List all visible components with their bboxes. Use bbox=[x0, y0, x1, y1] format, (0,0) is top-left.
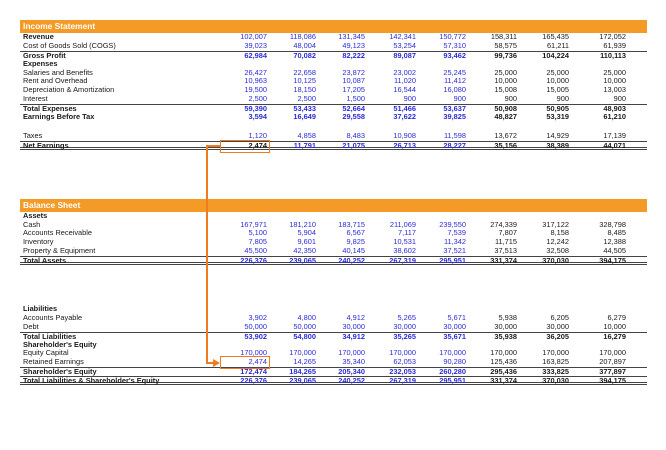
bs-cell: 267,319 bbox=[389, 376, 416, 386]
bs-row bbox=[20, 332, 647, 341]
bs-cell: 317,122 bbox=[542, 219, 569, 229]
bs-cell: 295,951 bbox=[439, 256, 466, 266]
bs-cell: 37,521 bbox=[443, 246, 466, 256]
bs-cell: 5,100 bbox=[248, 228, 267, 238]
is-cell: 15,008 bbox=[494, 85, 517, 95]
is-cell: 131,345 bbox=[338, 32, 365, 41]
bs-row-label: Liabilities bbox=[23, 304, 58, 314]
is-cell: 10,963 bbox=[244, 76, 267, 86]
bs-row-label: Shareholder's Equity bbox=[23, 367, 97, 377]
is-cell: 10,125 bbox=[293, 76, 316, 86]
bs-cell: 5,265 bbox=[397, 312, 416, 322]
is-cell: 16,544 bbox=[393, 85, 416, 95]
bs-cell: 211,069 bbox=[389, 219, 416, 229]
is-cell: 53,433 bbox=[293, 104, 316, 114]
bs-cell: 239,550 bbox=[439, 219, 466, 229]
is-cell: 21,075 bbox=[342, 140, 365, 150]
bs-cell: 170,000 bbox=[338, 348, 365, 358]
bs-cell: 207,897 bbox=[599, 357, 626, 367]
bs-cell: 181,210 bbox=[289, 219, 316, 229]
is-cell: 3,594 bbox=[248, 112, 267, 122]
bs-cell: 5,671 bbox=[447, 312, 466, 322]
bs-cell: 30,000 bbox=[546, 321, 569, 331]
bs-cell: 260,280 bbox=[439, 367, 466, 377]
bs-cell: 30,000 bbox=[443, 321, 466, 331]
bs-cell: 35,671 bbox=[443, 331, 466, 341]
is-cell: 39,023 bbox=[244, 40, 267, 50]
is-cell: 110,113 bbox=[600, 50, 626, 60]
is-cell: 900 bbox=[504, 94, 517, 104]
bs-row-label: Assets bbox=[23, 210, 48, 220]
bs-row-label: Total Liabilities & Shareholder's Equity bbox=[23, 376, 160, 386]
is-cell: 26,427 bbox=[244, 67, 267, 77]
bs-row-label: Cash bbox=[23, 219, 41, 229]
bs-cell: 170,000 bbox=[389, 348, 416, 358]
bs-cell: 205,340 bbox=[338, 367, 365, 377]
is-cell: 11,020 bbox=[393, 76, 416, 86]
bs-cell: 6,279 bbox=[607, 312, 626, 322]
balance-sheet-header: Balance Sheet bbox=[20, 199, 647, 212]
bs-cell: 377,897 bbox=[599, 367, 626, 377]
bs-cell: 30,000 bbox=[393, 321, 416, 331]
is-cell: 2,474 bbox=[248, 140, 267, 150]
bs-row-label: Inventory bbox=[23, 237, 54, 247]
is-cell: 50,908 bbox=[494, 104, 517, 114]
is-cell: 82,222 bbox=[342, 50, 365, 60]
bs-cell: 35,938 bbox=[494, 331, 517, 341]
is-cell: 51,466 bbox=[393, 104, 416, 114]
balance-sheet-rows bbox=[20, 212, 647, 385]
is-row bbox=[20, 51, 647, 60]
bs-cell: 7,539 bbox=[447, 228, 466, 238]
is-cell: 89,087 bbox=[393, 50, 416, 60]
bs-cell: 32,508 bbox=[546, 246, 569, 256]
bs-cell: 295,951 bbox=[439, 376, 466, 386]
bs-cell: 267,319 bbox=[389, 256, 416, 266]
is-cell: 39,825 bbox=[443, 112, 466, 122]
is-cell: 10,908 bbox=[393, 130, 416, 140]
bs-cell: 42,350 bbox=[293, 246, 316, 256]
is-row bbox=[20, 113, 647, 122]
bs-cell: 394,175 bbox=[599, 376, 626, 386]
bs-cell: 170,000 bbox=[439, 348, 466, 358]
bs-cell: 30,000 bbox=[342, 321, 365, 331]
bs-cell: 6,205 bbox=[550, 312, 569, 322]
is-cell: 172,052 bbox=[599, 32, 626, 41]
bs-cell: 184,265 bbox=[289, 367, 316, 377]
bs-cell: 4,800 bbox=[297, 312, 316, 322]
bs-cell: 7,807 bbox=[498, 228, 517, 238]
bs-cell: 170,000 bbox=[542, 348, 569, 358]
is-cell: 22,658 bbox=[293, 67, 316, 77]
is-cell: 93,462 bbox=[443, 50, 466, 60]
bs-cell: 331,374 bbox=[490, 376, 517, 386]
bs-cell: 7,805 bbox=[248, 237, 267, 247]
section-gap bbox=[20, 150, 647, 199]
bs-row bbox=[20, 323, 647, 332]
is-row bbox=[20, 95, 647, 104]
bs-cell: 125,436 bbox=[490, 357, 517, 367]
is-cell: 900 bbox=[556, 94, 569, 104]
is-cell: 165,435 bbox=[542, 32, 569, 41]
is-cell: 15,005 bbox=[546, 85, 569, 95]
bs-row-label: Accounts Receivable bbox=[23, 228, 93, 238]
bs-cell: 38,602 bbox=[393, 246, 416, 256]
bs-cell: 170,000 bbox=[490, 348, 517, 358]
bs-cell: 274,339 bbox=[490, 219, 517, 229]
is-cell: 62,984 bbox=[244, 50, 267, 60]
is-cell: 13,672 bbox=[494, 130, 517, 140]
is-cell: 900 bbox=[613, 94, 626, 104]
is-cell: 900 bbox=[453, 94, 466, 104]
bs-cell: 167,971 bbox=[240, 219, 267, 229]
bs-cell: 239,065 bbox=[289, 376, 316, 386]
bs-cell: 2,474 bbox=[248, 357, 267, 367]
bs-row-label: Total Assets bbox=[23, 256, 67, 266]
is-row bbox=[20, 132, 647, 141]
bs-cell: 328,798 bbox=[599, 219, 626, 229]
income-statement-header: Income Statement bbox=[20, 20, 647, 33]
income-statement-rows bbox=[20, 33, 647, 150]
is-row-label: Net Earnings bbox=[23, 140, 69, 150]
bs-cell: 10,531 bbox=[393, 237, 416, 247]
is-cell: 104,224 bbox=[542, 50, 569, 60]
is-cell: 59,390 bbox=[244, 104, 267, 114]
is-cell: 23,002 bbox=[393, 67, 416, 77]
is-cell: 26,713 bbox=[393, 140, 416, 150]
is-cell: 118,086 bbox=[289, 32, 316, 41]
is-cell: 8,483 bbox=[346, 130, 365, 140]
bs-cell: 34,912 bbox=[342, 331, 365, 341]
is-row-label: Interest bbox=[23, 94, 48, 104]
bs-cell: 37,513 bbox=[494, 246, 517, 256]
bs-cell: 7,117 bbox=[398, 228, 416, 238]
bs-cell: 333,825 bbox=[542, 367, 569, 377]
bs-cell: 172,474 bbox=[240, 367, 267, 377]
bs-cell: 232,053 bbox=[389, 367, 416, 377]
bs-cell: 12,242 bbox=[546, 237, 569, 247]
is-cell: 4,858 bbox=[297, 130, 316, 140]
is-cell: 11,791 bbox=[293, 140, 316, 150]
bs-cell: 331,374 bbox=[490, 256, 517, 266]
is-cell: 10,000 bbox=[546, 76, 569, 86]
is-cell: 1,500 bbox=[346, 94, 365, 104]
is-cell: 2,500 bbox=[248, 94, 267, 104]
bs-cell: 45,500 bbox=[244, 246, 267, 256]
is-row-label: Depreciation & Amortization bbox=[23, 85, 115, 95]
is-cell: 1,120 bbox=[248, 130, 267, 140]
is-cell: 10,000 bbox=[603, 76, 626, 86]
bs-row bbox=[20, 247, 647, 256]
bs-cell: 35,265 bbox=[393, 331, 416, 341]
bs-row-label: Total Liabilities bbox=[23, 331, 77, 341]
is-row-label: Cost of Goods Sold (COGS) bbox=[23, 40, 116, 50]
is-cell: 16,080 bbox=[443, 85, 466, 95]
is-row-label: Total Expenses bbox=[23, 104, 77, 114]
is-cell: 61,939 bbox=[603, 40, 626, 50]
is-cell: 13,003 bbox=[603, 85, 626, 95]
is-cell: 29,558 bbox=[342, 112, 365, 122]
is-cell: 23,872 bbox=[342, 67, 365, 77]
is-cell: 158,311 bbox=[490, 32, 517, 41]
is-cell: 17,139 bbox=[603, 130, 626, 140]
row-spacer bbox=[20, 265, 647, 305]
is-cell: 10,087 bbox=[342, 76, 365, 86]
bs-cell: 226,376 bbox=[240, 256, 267, 266]
bs-cell: 30,000 bbox=[494, 321, 517, 331]
bs-row-label: Property & Equipment bbox=[23, 246, 96, 256]
bs-cell: 12,388 bbox=[603, 237, 626, 247]
is-cell: 18,150 bbox=[293, 85, 316, 95]
bs-cell: 370,030 bbox=[542, 376, 569, 386]
is-cell: 14,929 bbox=[546, 130, 569, 140]
bs-cell: 3,902 bbox=[248, 312, 267, 322]
is-cell: 10,000 bbox=[494, 76, 517, 86]
bs-row-label: Debt bbox=[23, 321, 39, 331]
is-row bbox=[20, 86, 647, 95]
is-cell: 11,412 bbox=[443, 76, 466, 86]
is-cell: 58,575 bbox=[494, 40, 517, 50]
bs-cell: 36,205 bbox=[546, 331, 569, 341]
bs-row bbox=[20, 376, 647, 385]
bs-cell: 44,505 bbox=[603, 246, 626, 256]
is-row-label: Expenses bbox=[23, 58, 58, 68]
bs-cell: 62,053 bbox=[393, 357, 416, 367]
is-row-label: Revenue bbox=[23, 32, 54, 41]
is-cell: 900 bbox=[403, 94, 416, 104]
bs-cell: 183,715 bbox=[338, 219, 365, 229]
is-row-label: Rent and Overhead bbox=[23, 76, 88, 86]
is-cell: 57,310 bbox=[443, 40, 466, 50]
bs-cell: 239,065 bbox=[289, 256, 316, 266]
is-row bbox=[20, 42, 647, 51]
bs-cell: 170,000 bbox=[240, 348, 267, 358]
bs-cell: 53,902 bbox=[244, 331, 267, 341]
bs-cell: 16,279 bbox=[603, 331, 626, 341]
bs-row-label: Equity Capital bbox=[23, 348, 69, 358]
bs-cell: 9,825 bbox=[346, 237, 365, 247]
bs-cell: 240,252 bbox=[338, 376, 365, 386]
is-cell: 25,000 bbox=[603, 67, 626, 77]
is-cell: 70,082 bbox=[293, 50, 316, 60]
is-cell: 28,227 bbox=[443, 140, 466, 150]
is-cell: 49,123 bbox=[342, 40, 365, 50]
bs-cell: 50,000 bbox=[244, 321, 267, 331]
is-row-label: Salaries and Benefits bbox=[23, 67, 93, 77]
bs-cell: 54,800 bbox=[293, 331, 316, 341]
is-cell: 38,389 bbox=[546, 140, 569, 150]
bs-cell: 240,252 bbox=[338, 256, 365, 266]
is-cell: 37,622 bbox=[393, 112, 416, 122]
bs-cell: 10,000 bbox=[603, 321, 626, 331]
is-row-label: Earnings Before Tax bbox=[23, 112, 95, 122]
bs-cell: 14,265 bbox=[293, 357, 316, 367]
arrow-head-icon bbox=[213, 359, 220, 367]
is-cell: 2,500 bbox=[297, 94, 316, 104]
bs-cell: 35,340 bbox=[342, 357, 365, 367]
bs-cell: 8,158 bbox=[550, 228, 569, 238]
is-cell: 50,905 bbox=[546, 104, 569, 114]
bs-row bbox=[20, 367, 647, 376]
bs-cell: 170,000 bbox=[289, 348, 316, 358]
is-cell: 11,598 bbox=[443, 130, 466, 140]
is-cell: 142,341 bbox=[389, 32, 416, 41]
is-cell: 53,254 bbox=[393, 40, 416, 50]
is-cell: 17,205 bbox=[342, 85, 365, 95]
bs-row bbox=[20, 256, 647, 265]
is-cell: 53,319 bbox=[546, 112, 569, 122]
bs-cell: 295,436 bbox=[490, 367, 517, 377]
bs-cell: 9,601 bbox=[297, 237, 316, 247]
bs-cell: 226,376 bbox=[240, 376, 267, 386]
bs-cell: 40,145 bbox=[342, 246, 365, 256]
bs-cell: 5,904 bbox=[297, 228, 316, 238]
bs-cell: 163,825 bbox=[542, 357, 569, 367]
bs-cell: 6,567 bbox=[346, 228, 365, 238]
is-cell: 99,736 bbox=[494, 50, 517, 60]
is-cell: 25,245 bbox=[443, 67, 466, 77]
bs-cell: 5,938 bbox=[498, 312, 517, 322]
financial-statement-sheet bbox=[20, 20, 647, 385]
bs-row bbox=[20, 358, 647, 367]
is-cell: 61,210 bbox=[603, 112, 626, 122]
is-row bbox=[20, 141, 647, 150]
is-cell: 52,664 bbox=[342, 104, 365, 114]
is-cell: 19,500 bbox=[244, 85, 267, 95]
bs-row-label: Retained Earnings bbox=[23, 357, 84, 367]
bs-cell: 11,715 bbox=[494, 237, 517, 247]
is-cell: 16,649 bbox=[293, 112, 316, 122]
is-cell: 25,000 bbox=[494, 67, 517, 77]
bs-row-label: Accounts Payable bbox=[23, 312, 83, 322]
bs-cell: 90,280 bbox=[443, 357, 466, 367]
is-cell: 61,211 bbox=[546, 40, 569, 50]
bs-row-label: Shareholder's Equity bbox=[23, 339, 97, 349]
is-row-label: Gross Profit bbox=[23, 50, 66, 60]
bs-cell: 50,000 bbox=[293, 321, 316, 331]
bs-cell: 11,342 bbox=[443, 237, 466, 247]
is-cell: 53,637 bbox=[443, 104, 466, 114]
bs-cell: 394,175 bbox=[599, 256, 626, 266]
is-cell: 150,772 bbox=[439, 32, 466, 41]
is-cell: 102,007 bbox=[240, 32, 267, 41]
is-cell: 48,827 bbox=[494, 112, 517, 122]
bs-cell: 370,030 bbox=[542, 256, 569, 266]
bs-cell: 4,912 bbox=[346, 312, 365, 322]
is-cell: 35,156 bbox=[494, 140, 517, 150]
is-cell: 44,071 bbox=[603, 140, 626, 150]
bs-cell: 170,000 bbox=[599, 348, 626, 358]
bs-cell: 8,485 bbox=[607, 228, 626, 238]
connector-line-vertical bbox=[206, 145, 208, 364]
connector-line-top bbox=[206, 145, 220, 147]
is-cell: 48,004 bbox=[293, 40, 316, 50]
is-cell: 48,903 bbox=[603, 104, 626, 114]
is-cell: 25,000 bbox=[546, 67, 569, 77]
is-row-label: Taxes bbox=[23, 130, 43, 140]
